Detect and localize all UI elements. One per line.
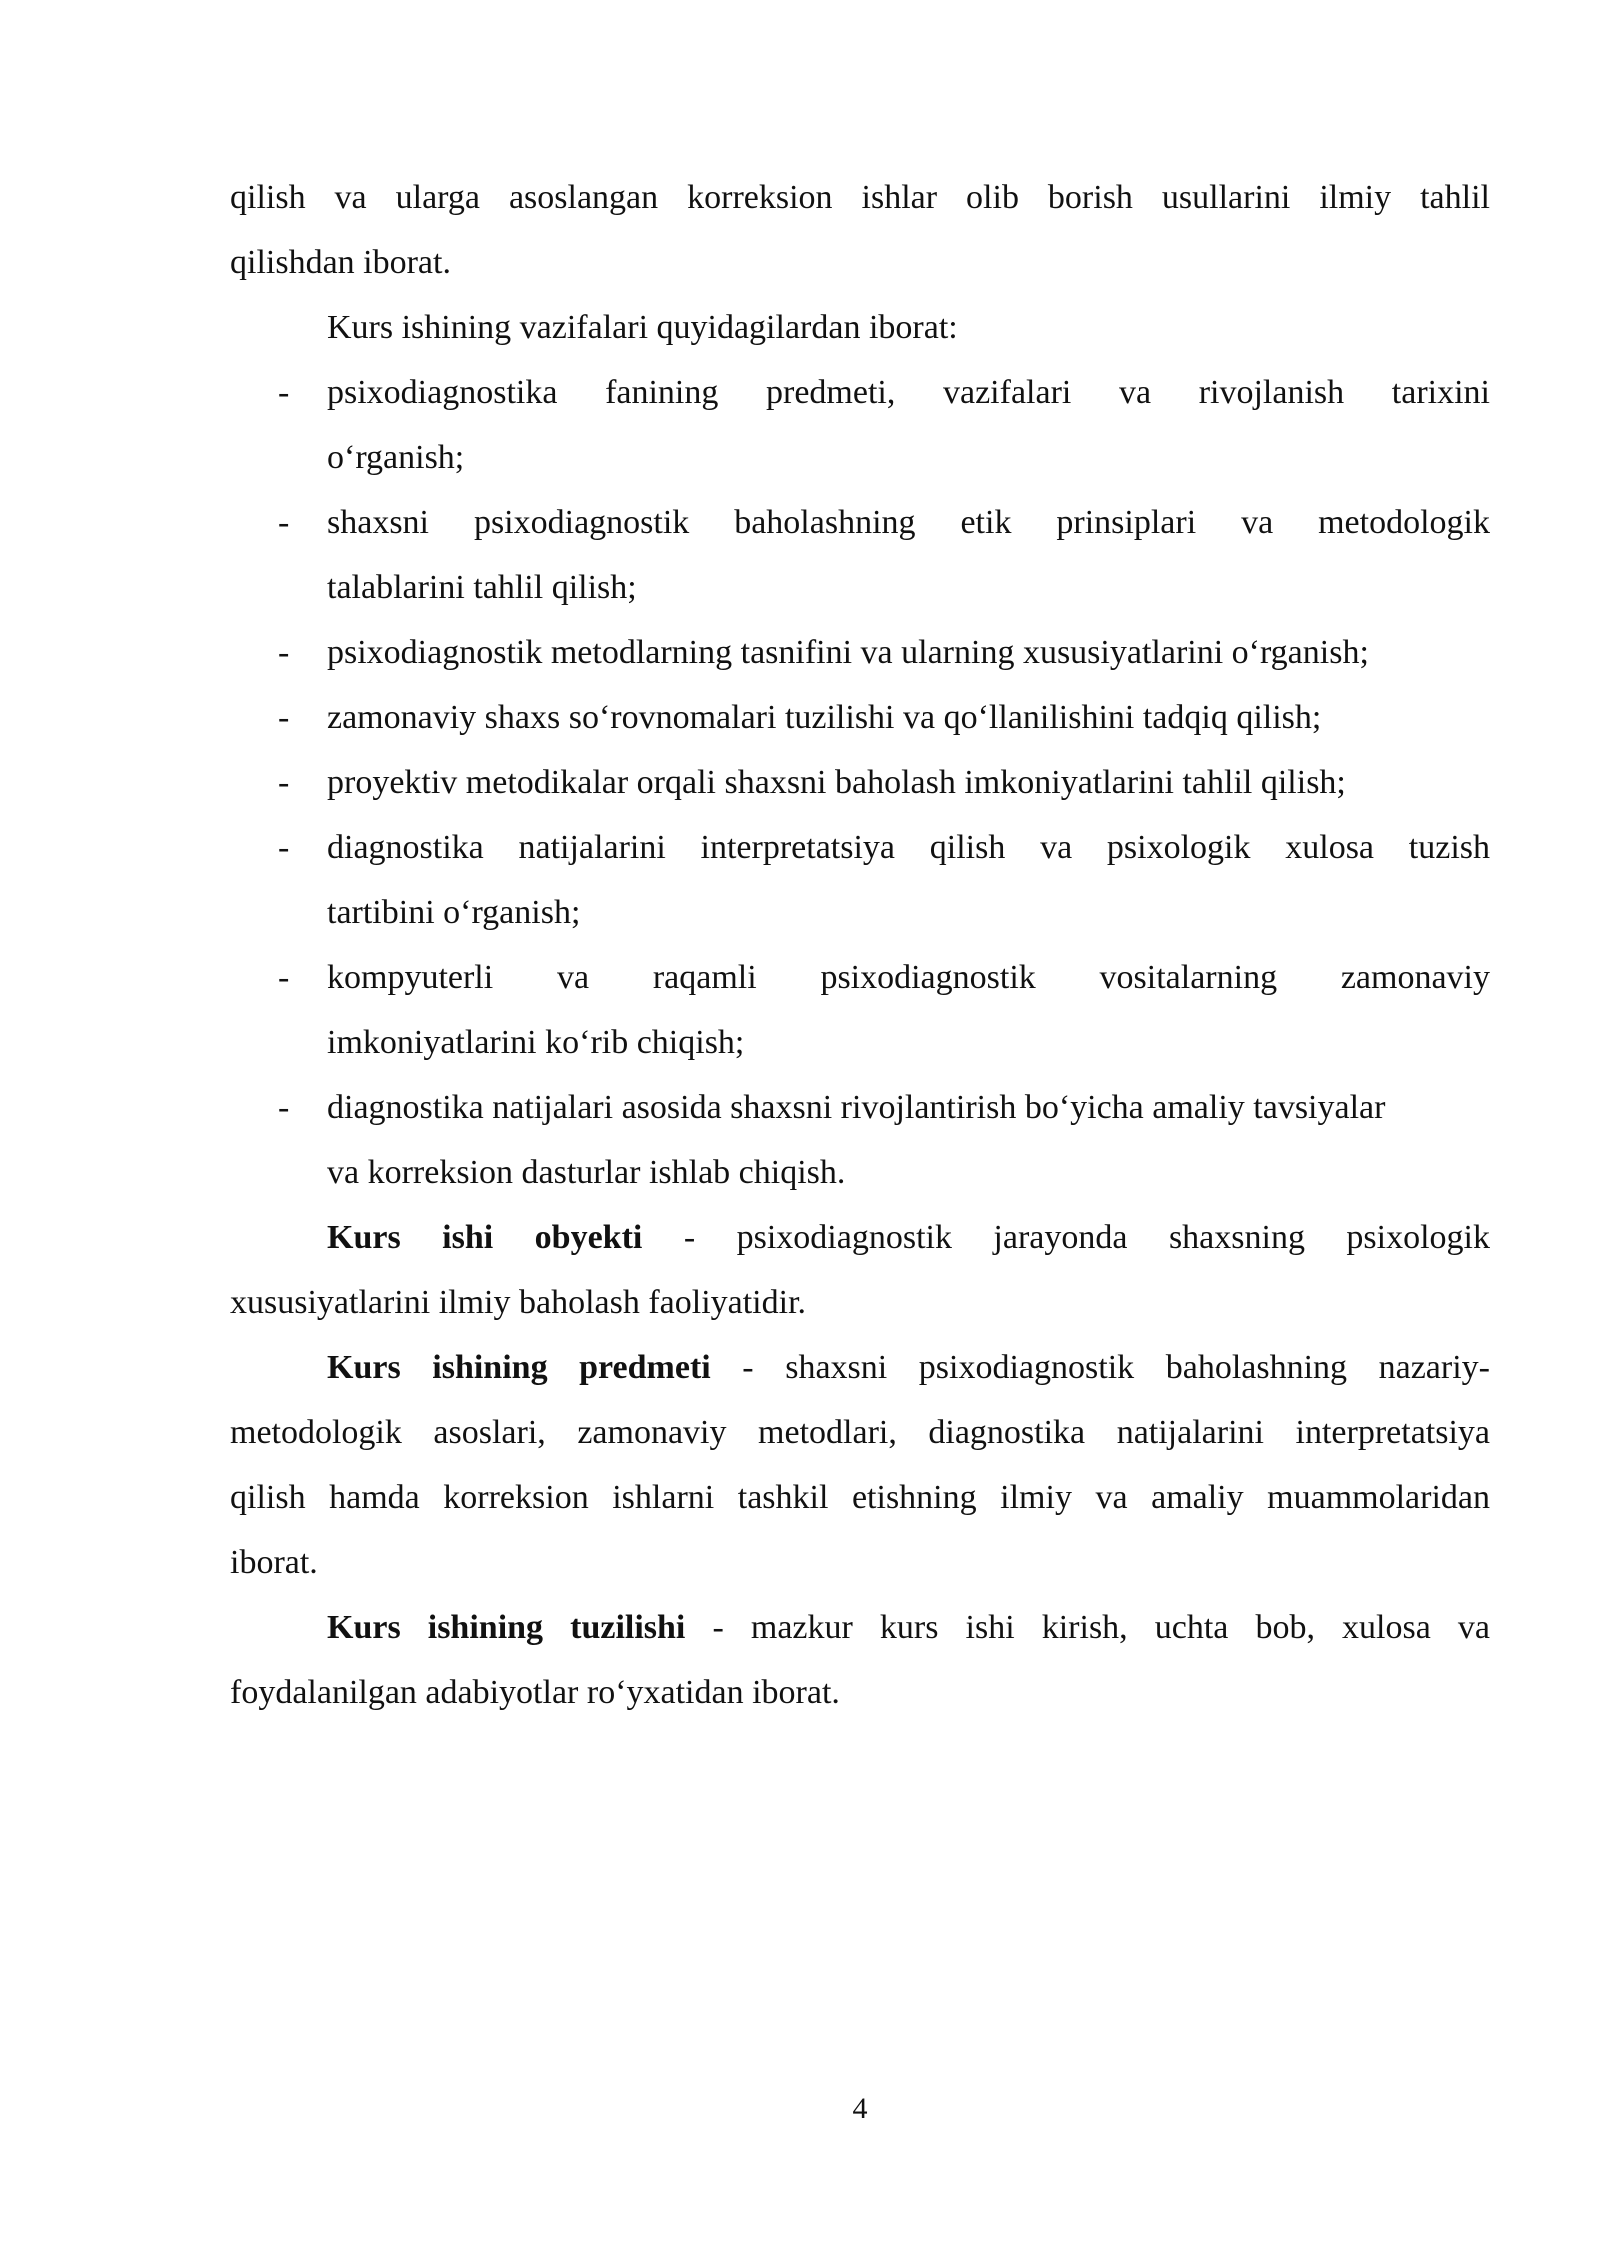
task-item-6 [230, 815, 1490, 880]
tasks-heading: Kurs ishining vazifalari quyidagilardan iborat: [327, 309, 958, 346]
task-item-text: shaxsni psixodiagnostik baholashning etik prinsiplari va metodologik [327, 504, 1490, 541]
task-item-7-cont: imkoniyatlarini ko‘rib chiqish; [327, 1024, 745, 1061]
object-paragraph-line-1 [230, 1205, 1490, 1270]
object-text: - psixodiagnostik jarayonda shaxsning psixologik [642, 1219, 1490, 1256]
list-dash: - [278, 374, 290, 411]
subject-paragraph-line-1 [230, 1335, 1490, 1400]
task-item-6-cont: tartibini o‘rganish; [327, 894, 581, 931]
object-paragraph-line-2: xususiyatlarini ilmiy baholash faoliyatidir. [230, 1284, 807, 1321]
object-label: Kurs ishi obyekti [327, 1219, 643, 1256]
task-item-2 [230, 490, 1490, 555]
subject-label: Kurs ishining predmeti [327, 1349, 711, 1386]
subject-paragraph-line-4: iborat. [230, 1544, 318, 1581]
structure-paragraph-line-1 [230, 1595, 1490, 1660]
intro-line-2: qilishdan iborat. [230, 244, 451, 281]
task-item-1-cont: o‘rganish; [327, 439, 465, 476]
subject-paragraph-line-3: qilish hamda korreksion ishlarni tashkil etishning ilmiy va amaliy muammolaridan [230, 1479, 1490, 1516]
task-item-text: diagnostika natijalarini interpretatsiya qilish va psixologik xulosa tuzish [327, 829, 1490, 866]
task-item-text: zamonaviy shaxs so‘rovnomalari tuzilishi va qo‘llanilishini tadqiq qilish; [327, 699, 1322, 736]
page-number: 4 [852, 2092, 868, 2125]
task-item-4 [230, 685, 1490, 750]
task-item-2-cont: talablarini tahlil qilish; [327, 569, 637, 606]
list-dash: - [278, 1089, 290, 1126]
task-item-text: kompyuterli va raqamli psixodiagnostik vositalarning zamonaviy [327, 959, 1490, 996]
list-dash: - [278, 959, 290, 996]
task-item-text: psixodiagnostik metodlarning tasnifini va ularning xususiyatlarini o‘rganish; [327, 634, 1369, 671]
task-item-7 [230, 945, 1490, 1010]
task-item-text: diagnostika natijalari asosida shaxsni rivojlantirish bo‘yicha amaliy tavsiyalar [327, 1089, 1386, 1126]
list-dash: - [278, 504, 290, 541]
subject-text: - shaxsni psixodiagnostik baholashning nazariy- [710, 1349, 1490, 1386]
structure-text: - mazkur kurs ishi kirish, uchta bob, xulosa va [685, 1609, 1490, 1646]
task-item-3 [230, 620, 1490, 685]
structure-paragraph-line-2: foydalanilgan adabiyotlar ro‘yxatidan iborat. [230, 1674, 840, 1711]
task-item-text: proyektiv metodikalar orqali shaxsni baholash imkoniyatlarini tahlil qilish; [327, 764, 1346, 801]
list-dash: - [278, 634, 290, 671]
task-item-8 [230, 1075, 1490, 1140]
structure-label: Kurs ishining tuzilishi [327, 1609, 686, 1646]
task-item-1 [230, 360, 1490, 425]
intro-line-1: qilish va ularga asoslangan korreksion ishlar olib borish usullarini ilmiy tahlil [230, 179, 1490, 216]
list-dash: - [278, 829, 290, 866]
task-item-5 [230, 750, 1490, 815]
task-item-text: psixodiagnostika fanining predmeti, vazifalari va rivojlanish tarixini [327, 374, 1490, 411]
task-item-8-cont: va korreksion dasturlar ishlab chiqish. [327, 1154, 846, 1191]
subject-paragraph-line-2: metodologik asoslari, zamonaviy metodlari, diagnostika natijalarini interpretatsiya [230, 1414, 1490, 1451]
list-dash: - [278, 699, 290, 736]
document-page [230, 165, 1490, 1725]
list-dash: - [278, 764, 290, 801]
